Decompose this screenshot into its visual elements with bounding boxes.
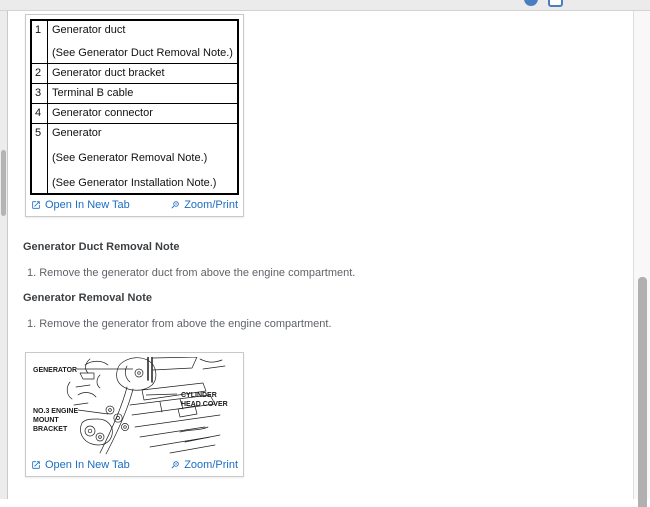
scrollbar-thumb[interactable] <box>638 277 647 507</box>
table-row <box>31 64 238 84</box>
diagram-label-generator: GENERATOR <box>33 367 78 374</box>
toolbar-comment-icon[interactable] <box>548 0 563 7</box>
part-desc-cell <box>48 124 239 195</box>
open-in-new-tab-label: Open In New Tab <box>45 459 130 471</box>
parts-table-wrapper <box>26 15 243 195</box>
left-panel-scrollbar-track[interactable] <box>0 11 8 499</box>
part-desc-cell <box>48 84 239 104</box>
left-panel-scrollbar-thumb[interactable] <box>1 150 6 216</box>
parts-table-figure <box>25 14 244 217</box>
part-note: (See Generator Duct Removal Note.) <box>52 47 233 59</box>
part-name: Generator duct bracket <box>52 67 165 79</box>
diagram-label-mount-3: BRACKET <box>33 426 68 433</box>
section-heading-generator-removal: Generator Removal Note <box>23 292 152 304</box>
parts-table <box>30 19 239 195</box>
figure-footer <box>26 195 243 216</box>
engine-diagram-figure <box>25 352 244 477</box>
part-desc-cell <box>48 104 239 124</box>
part-note: (See Generator Removal Note.) <box>52 152 208 164</box>
engine-diagram-image <box>30 357 239 455</box>
section-heading-duct-removal: Generator Duct Removal Note <box>23 241 180 253</box>
open-in-new-icon <box>31 460 41 470</box>
zoom-print-link[interactable] <box>170 199 238 211</box>
part-number-cell: 1 <box>31 20 48 64</box>
figure-footer <box>26 455 243 476</box>
article-content <box>8 11 633 499</box>
open-in-new-tab-label: Open In New Tab <box>45 199 130 211</box>
part-name: Generator duct <box>52 24 126 36</box>
diagram-label-mount-1: NO.3 ENGINE <box>33 408 79 415</box>
part-number-cell: 5 <box>31 124 48 195</box>
scrollbar-track[interactable] <box>633 11 650 499</box>
part-number-cell: 4 <box>31 104 48 124</box>
toolbar-circle-icon[interactable] <box>524 0 538 6</box>
zoom-print-label: Zoom/Print <box>184 459 238 471</box>
table-row <box>31 124 238 195</box>
part-desc-cell <box>48 20 239 64</box>
open-in-new-icon <box>31 200 41 210</box>
section-step: 1. Remove the generator from above the engine compartment. <box>27 318 332 330</box>
section-step: 1. Remove the generator duct from above the engine compartment. <box>27 267 356 279</box>
part-number-cell: 3 <box>31 84 48 104</box>
part-number-cell: 2 <box>31 64 48 84</box>
zoom-print-label: Zoom/Print <box>184 199 238 211</box>
part-name: Generator connector <box>52 107 153 119</box>
table-row <box>31 20 238 64</box>
zoom-print-link[interactable] <box>170 459 238 471</box>
top-toolbar <box>0 0 650 11</box>
zoom-icon <box>170 460 180 470</box>
zoom-icon <box>170 200 180 210</box>
table-row <box>31 84 238 104</box>
diagram-label-mount-2: MOUNT <box>33 417 59 424</box>
diagram-label-cylinder-2: HEAD COVER <box>181 401 228 408</box>
open-in-new-tab-link[interactable] <box>31 459 130 471</box>
table-row <box>31 104 238 124</box>
part-name: Generator <box>52 127 102 139</box>
part-name: Terminal B cable <box>52 87 134 99</box>
part-desc-cell <box>48 64 239 84</box>
diagram-label-cylinder-1: CYLINDER <box>181 392 217 399</box>
part-note: (See Generator Installation Note.) <box>52 177 217 189</box>
engine-diagram-wrapper <box>26 353 243 455</box>
open-in-new-tab-link[interactable] <box>31 199 130 211</box>
